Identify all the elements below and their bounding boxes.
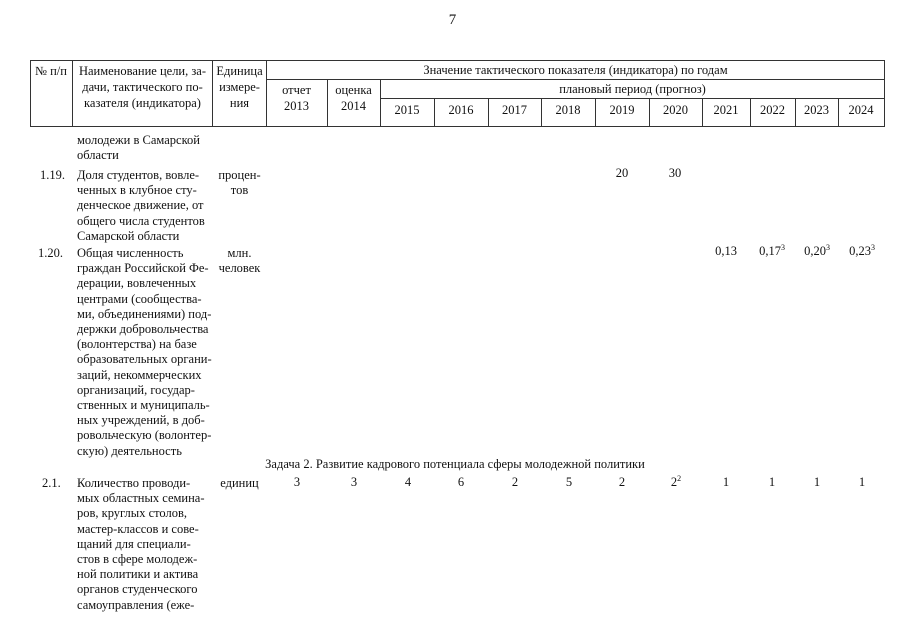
row-2-1-unit: единиц (220, 476, 259, 490)
row-2-1-value-2019: 2 (618, 475, 626, 489)
row-1-20-value-2021: 0,13 (715, 244, 737, 258)
row-1-19-name: Доля студентов, вовле- ченных в клубное сту- денческое движение, от общего числа студентов Самарской области (77, 168, 205, 243)
row-2-1-value-2020: $2^2$ (670, 473, 682, 489)
row-1-20-value-2024: 0,23$^3$ (849, 242, 875, 258)
row-1-19-number: 1.19. (40, 168, 65, 182)
table-top-border (30, 60, 885, 61)
header-name: Наименование цели, за- дачи, тактического по- казателя (индикатора) (78, 64, 207, 110)
page-number: 7 (448, 12, 457, 28)
table-left-border (30, 60, 31, 127)
header-estimate: оценка 2014 (335, 83, 372, 113)
header-year-2016: 2016 (448, 103, 474, 117)
row-2-1-value-2017: 2 (511, 475, 519, 489)
row-1-20-value-2022: 0,17$^3$ (759, 242, 785, 258)
row-1-19-value-2019: 20 (615, 166, 629, 180)
row-2-1-name: Количество проводи- мых областных семина- ров, круглых столов, мастер-классов и сове- щаний для специали- стов в сфере молодеж- ной политики и актива органов студенческого самоуправления (еже- (77, 476, 205, 612)
row-2-1-value-2023: 1 (813, 475, 821, 489)
row-2-1-value-2021: 1 (722, 475, 730, 489)
row-2-1-value-2022: 1 (768, 475, 776, 489)
task-2-title: Задача 2. Развитие кадрового потенциала сферы молодежной политики (265, 457, 645, 471)
row-2-1-number: 2.1. (42, 476, 61, 490)
row-1-20-value-2023: 0,20$^3$ (804, 242, 830, 258)
header-bottom-border (30, 126, 885, 127)
row-2-1-value-2015: 4 (404, 475, 412, 489)
values-title-rule (266, 79, 885, 80)
header-year-2024: 2024 (848, 103, 874, 117)
header-values-title: Значение тактического показателя (индикатора) по годам (423, 63, 728, 77)
continued-indicator-name: молодежи в Самарской области (77, 133, 200, 163)
header-year-2021: 2021 (713, 103, 739, 117)
row-1-20-name: Общая численность граждан Российской Фе- дерации, вовлеченных центрами (сообщества- ми, объединениями) под- держки добровольчества (волонтерства) на базе образовательных органи- заций, некоммерческих организаций, государ- ственных и муниципаль- ных учреждений, в доб- ровольческую (волонтер- скую) деятельность (77, 246, 212, 458)
plan-title-rule (380, 98, 885, 99)
row-2-1-value-2016: 6 (457, 475, 465, 489)
row-2-1-value-2018: 5 (565, 475, 573, 489)
row-1-19-unit: процен- тов (218, 168, 261, 198)
header-year-2023: 2023 (804, 103, 829, 117)
header-year-2022: 2022 (760, 103, 785, 117)
header-plan-title: плановый период (прогноз) (559, 82, 706, 96)
row-2-1-value-2014: 3 (350, 475, 358, 489)
header-no: № п/п (35, 64, 67, 78)
row-1-20-number: 1.20. (38, 246, 63, 260)
header-report: отчет 2013 (282, 83, 311, 113)
row-1-20-unit: млн. человек (218, 246, 261, 276)
header-year-2019: 2019 (609, 103, 635, 117)
header-year-2020: 2020 (663, 103, 688, 117)
header-year-2015: 2015 (394, 103, 420, 117)
header-year-2018: 2018 (555, 103, 581, 117)
header-unit: Единица измере- ния (216, 64, 263, 110)
row-2-1-value-2024: 1 (858, 475, 866, 489)
header-year-2017: 2017 (502, 103, 527, 117)
row-1-19-value-2020: 30 (668, 166, 682, 180)
row-2-1-value-2013: 3 (293, 475, 301, 489)
